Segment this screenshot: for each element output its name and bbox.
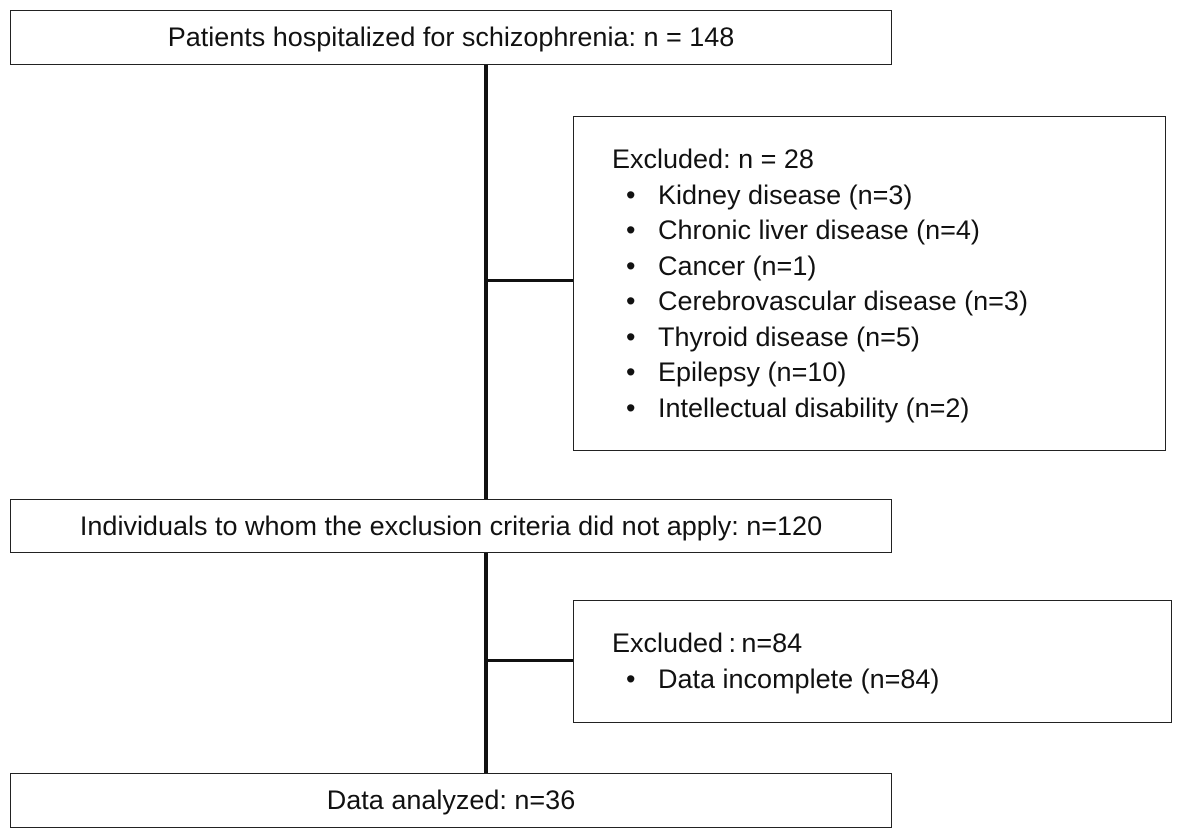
exclusion-1-item [574,249,1165,285]
exclusion-1-item-text: Cerebrovascular disease (n=3) [658,286,1028,316]
exclusion-2-list [574,662,1171,698]
exclusion-1-item-text: Epilepsy (n=10) [658,357,847,387]
end-box [10,773,892,828]
exclusion-1-item [574,320,1165,356]
bullet-icon: • [626,179,636,210]
exclusion-1-item-text: Kidney disease (n=3) [658,179,913,210]
exclusion-1-item [574,284,1165,320]
branch-connector-exclusion-2 [486,659,574,662]
main-vertical-connector-bottom [484,552,488,774]
exclusion-1-item [574,355,1165,391]
bullet-icon: • [626,357,636,387]
exclusion-1-list [574,178,1165,427]
end-box-text: Data analyzed: n=36 [326,785,576,815]
exclusion-1-item-text: Cancer (n=1) [658,250,817,281]
exclusion-1-item [574,391,1165,427]
middle-box [10,499,892,553]
exclusion-box-2 [573,600,1172,723]
bullet-icon: • [626,663,636,694]
branch-connector-exclusion-1 [486,279,574,282]
bullet-icon: • [626,392,636,423]
exclusion-box-1 [573,116,1166,451]
bullet-icon: • [626,250,636,281]
exclusion-1-item-text: Chronic liver disease (n=4) [658,215,980,245]
bullet-icon: • [626,286,636,316]
bullet-icon: • [626,321,636,352]
main-vertical-connector-top [484,64,488,500]
exclusion-1-item [574,213,1165,249]
exclusion-2-item [574,662,1171,698]
exclusion-box-2-title: Excluded : n=84 [612,628,803,658]
exclusion-1-item-text: Intellectual disability (n=2) [658,392,970,423]
bullet-icon: • [626,215,636,245]
exclusion-2-item-text: Data incomplete (n=84) [658,663,940,694]
middle-box-text: Individuals to whom the exclusion criteria did not apply: n=120 [79,510,823,541]
exclusion-1-item [574,178,1165,214]
exclusion-box-1-title: Excluded: n = 28 [612,144,814,174]
start-box [10,10,892,65]
exclusion-1-item-text: Thyroid disease (n=5) [658,321,920,352]
start-box-text: Patients hospitalized for schizophrenia: n = 148 [167,22,735,52]
